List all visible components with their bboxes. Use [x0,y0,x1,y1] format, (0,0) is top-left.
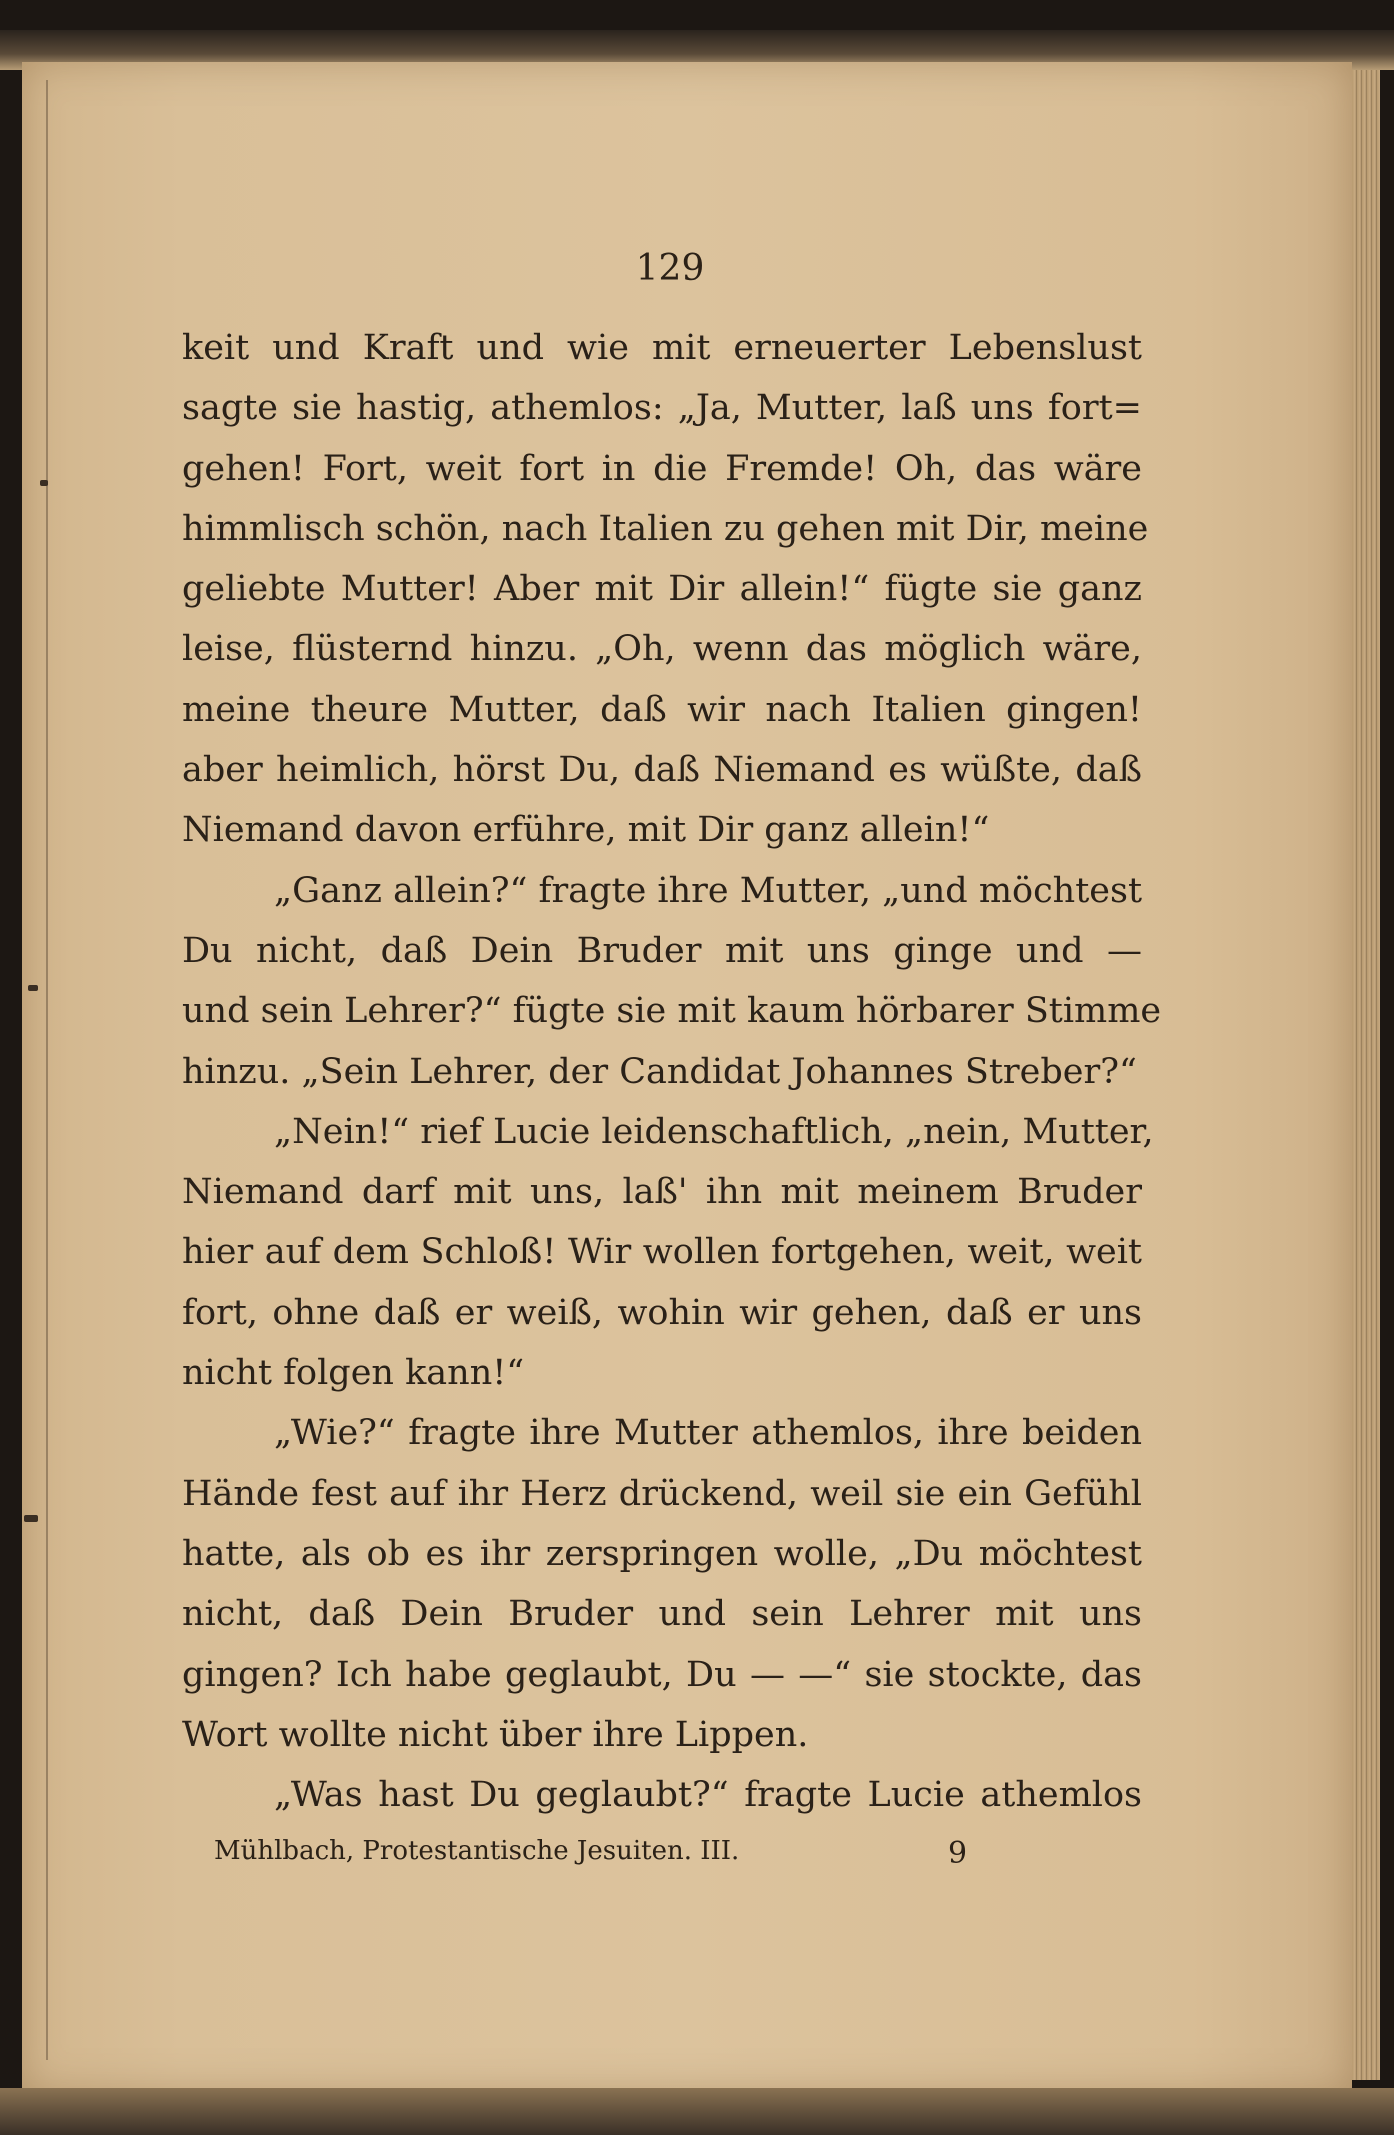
text-line: Du nicht, daß Dein Bruder mit uns ginge und — [182,930,1142,971]
text-line: und sein Lehrer?“ fügte sie mit kaum hörbarer Stimme [182,991,1162,1032]
page-number: 129 [635,248,705,289]
text-line: hinzu. „Sein Lehrer, der Candidat Johannes Streber?“ [182,1051,1137,1092]
text-line: hatte, als ob es ihr zerspringen wolle, „Du möchtest [182,1533,1142,1574]
text-line: „Wie?“ fragte ihre Mutter athemlos, ihre beiden [274,1413,1142,1454]
text-line: „Nein!“ rief Lucie leidenschaftlich, „nein, Mutter, [274,1111,1154,1152]
signature-title: Mühlbach, Protestantische Jesuiten. III. [214,1836,740,1866]
text-line: fort, ohne daß er weiß, wohin wir gehen, daß er uns [182,1292,1142,1333]
margin-mark [24,1515,38,1522]
text-line: sagte sie hastig, athemlos: „Ja, Mutter, laß uns fort= [182,388,1142,429]
text-line: keit und Kraft und wie mit erneuerter Lebenslust [182,328,1142,368]
signature-number: 9 [948,1836,968,1871]
text-line: Wort wollte nicht über ihre Lippen. [182,1714,809,1755]
text-line: Hände fest auf ihr Herz drückend, weil sie ein Gefühl [182,1473,1142,1514]
text-line: himmlisch schön, nach Italien zu gehen mit Dir, meine [182,508,1149,549]
text-line: Niemand davon erführe, mit Dir ganz allein!“ [182,810,990,851]
body-text [182,318,1162,1825]
text-line: leise, flüsternd hinzu. „Oh, wenn das möglich wäre, [182,629,1142,670]
text-line: „Ganz allein?“ fragte ihre Mutter, „und möchtest [274,870,1143,911]
page-signature [214,1836,974,1876]
margin-mark [40,480,48,486]
text-line: aber heimlich, hörst Du, daß Niemand es wüßte, daß [182,750,1142,791]
bottom-page-edge [0,2088,1394,2135]
text-line: meine theure Mutter, daß wir nach Italien gingen! [182,689,1142,730]
text-line: gingen? Ich habe geglaubt, Du — —“ sie stockte, das [182,1654,1142,1695]
margin-mark [28,985,38,991]
text-line: nicht, daß Dein Bruder und sein Lehrer mit uns [182,1594,1142,1635]
text-line: nicht folgen kann!“ [182,1353,525,1394]
text-line: „Was hast Du geglaubt?“ fragte Lucie athemlos [274,1775,1142,1816]
page-stack-edge [1352,70,1380,2080]
binding-line [46,80,48,2060]
text-line: hier auf dem Schloß! Wir wollen fortgehen, weit, weit [182,1232,1142,1273]
text-line: geliebte Mutter! Aber mit Dir allein!“ fügte sie ganz [182,569,1142,610]
text-line: gehen! Fort, weit fort in die Fremde! Oh, das wäre [182,448,1142,489]
text-line: Niemand darf mit uns, laß' ihn mit meinem Bruder [182,1172,1142,1213]
